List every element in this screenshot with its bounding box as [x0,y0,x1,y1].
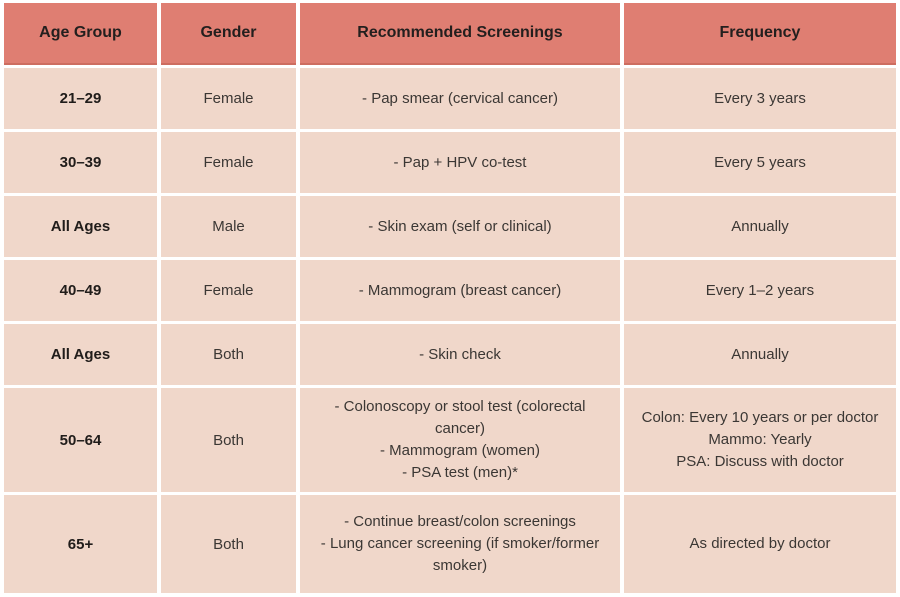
screening-line: - Pap smear (cervical cancer) [362,89,558,107]
gender-cell: Both [161,388,296,492]
table-row [4,196,896,257]
screenings-cell [300,260,620,321]
gender-cell: Female [161,260,296,321]
column-header-frequency: Frequency [624,3,896,65]
frequency-cell [624,388,896,492]
screening-line: - Skin exam (self or clinical) [368,217,552,235]
screening-line: - Mammogram (breast cancer) [358,281,562,299]
column-header-age-group: Age Group [4,3,157,65]
gender-cell: Female [161,68,296,129]
age-group-cell: All Ages [4,324,157,385]
table-row [4,388,896,492]
table-row [4,260,896,321]
header-row [4,3,896,65]
screenings-cell [300,132,620,193]
column-header-recommended-screenings: Recommended Screenings [300,3,620,65]
table-row [4,324,896,385]
gender-cell: Both [161,495,296,593]
gender-cell: Female [161,132,296,193]
frequency-cell [624,132,896,193]
screenings-cell [300,196,620,257]
frequency-line: Annually [731,217,789,235]
screening-line: - Colonoscopy or stool test (colorectal cancer) [334,398,586,437]
screening-line: - PSA test (men)* [402,464,518,481]
gender-cell: Both [161,324,296,385]
frequency-line: Every 5 years [714,153,806,171]
gender-cell: Male [161,196,296,257]
screening-line: - Pap + HPV co-test [393,153,527,171]
screenings-cell [300,68,620,129]
age-group-cell: 65+ [4,495,157,593]
column-header-gender: Gender [161,3,296,65]
screenings-cell [300,495,620,593]
screening-line: - Skin check [419,345,501,363]
table-row [4,68,896,129]
frequency-cell [624,68,896,129]
screening-line: - Continue breast/colon screenings [344,513,576,530]
table-row [4,132,896,193]
frequency-cell [624,324,896,385]
screening-line: - Mammogram (women) [379,442,541,459]
screenings-cell [300,324,620,385]
frequency-cell [624,495,896,593]
frequency-cell [624,260,896,321]
frequency-cell [624,196,896,257]
frequency-line: Annually [731,345,789,363]
table-row [4,495,896,593]
frequency-line: Every 1–2 years [705,281,815,299]
screening-line: - Lung cancer screening (if smoker/former smoker) [320,535,600,574]
frequency-line: Mammo: Yearly [708,431,812,448]
age-group-cell: 21–29 [4,68,157,129]
frequency-line: As directed by doctor [689,535,831,552]
age-group-cell: 30–39 [4,132,157,193]
age-group-cell: 40–49 [4,260,157,321]
age-group-cell: 50–64 [4,388,157,492]
screenings-cell [300,388,620,492]
age-group-cell: All Ages [4,196,157,257]
frequency-line: PSA: Discuss with doctor [676,453,844,470]
frequency-line: Colon: Every 10 years or per doctor [641,409,879,426]
frequency-line: Every 3 years [714,89,806,107]
